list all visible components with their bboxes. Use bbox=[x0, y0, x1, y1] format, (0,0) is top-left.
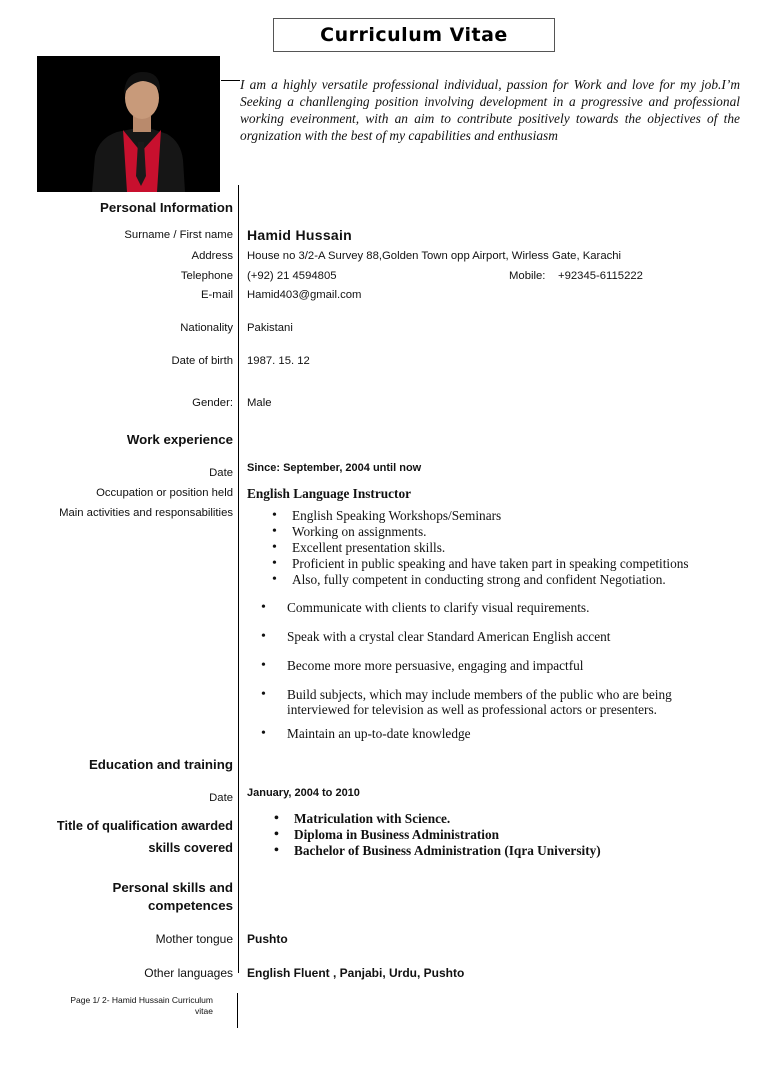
more-activities-list bbox=[261, 600, 716, 741]
education-date-label: Date bbox=[209, 792, 233, 804]
list-item: • Working on assignments. bbox=[270, 524, 740, 540]
dob-value: 1987. 15. 12 bbox=[247, 355, 310, 367]
list-item: • Become more more persuasive, engaging and impactful bbox=[261, 658, 716, 673]
email-value: Hamid403@gmail.com bbox=[247, 289, 362, 301]
document-title: Curriculum Vitae bbox=[273, 18, 555, 52]
list-item: • Communicate with clients to clarify visual requirements. bbox=[261, 600, 716, 615]
mobile-value: +92345-6115222 bbox=[558, 270, 643, 282]
list-item: • Build subjects, which may include members of the public who are being interviewed for television as well as professional actors or presenters. bbox=[261, 687, 716, 717]
mobile-label: Mobile: bbox=[509, 270, 546, 282]
footer-divider bbox=[237, 993, 238, 1028]
personal-skills-heading-line1: Personal skills and bbox=[112, 880, 233, 895]
page-footer bbox=[60, 995, 213, 1017]
list-item: • Proficient in public speaking and have taken part in speaking competitions bbox=[270, 556, 740, 572]
personal-skills-heading-line2: competences bbox=[148, 898, 233, 913]
qualification-label: Title of qualification awarded bbox=[56, 818, 233, 833]
list-item: • Matriculation with Science. bbox=[272, 811, 732, 827]
email-label: E-mail bbox=[200, 289, 233, 301]
qualifications-list bbox=[272, 811, 732, 859]
list-item: • Excellent presentation skills. bbox=[270, 540, 740, 556]
gender-label: Gender: bbox=[192, 397, 233, 409]
section-work-experience: Work experience bbox=[126, 432, 233, 447]
intro-leader-line bbox=[221, 80, 240, 81]
occupation-value: English Language Instructor bbox=[247, 486, 412, 501]
other-languages-value: English Fluent , Panjabi, Urdu, Pushto bbox=[247, 966, 465, 980]
address-value: House no 3/2-A Survey 88,Golden Town opp Airport, Wirless Gate, Karachi bbox=[247, 250, 622, 262]
nationality-value: Pakistani bbox=[247, 322, 293, 334]
education-date-value: January, 2004 to 2010 bbox=[247, 787, 360, 799]
footer-line1: Page 1/ 2- Hamid Hussain Curriculum bbox=[70, 995, 213, 1005]
dob-label: Date of birth bbox=[171, 355, 233, 367]
name-label: Surname / First name bbox=[124, 229, 233, 241]
occupation-label: Occupation or position held bbox=[96, 487, 233, 499]
work-date-label: Date bbox=[209, 467, 233, 479]
other-languages-label: Other languages bbox=[144, 966, 233, 980]
list-item: • English Speaking Workshops/Seminars bbox=[270, 508, 740, 524]
profile-photo bbox=[37, 56, 220, 192]
footer-line2: vitae bbox=[195, 1006, 213, 1016]
section-personal-information: Personal Information bbox=[100, 200, 233, 215]
section-personal-skills bbox=[113, 879, 233, 915]
skills-covered-label: skills covered bbox=[148, 840, 233, 855]
list-item: • Also, fully competent in conducting strong and confident Negotiation. bbox=[270, 572, 740, 588]
mother-tongue-value: Pushto bbox=[247, 932, 288, 946]
activities-list bbox=[270, 508, 740, 588]
intro-paragraph: I am a highly versatile professional individual, passion for Work and love for my job.I’m Seeking a chanllenging position involving development in a progressive and professional working eveironment, with an aim to contribute positively towards the objectives of the orgnization with the best of my capabilities and enthusiasm bbox=[240, 77, 740, 143]
activities-label: Main activities and responsabilities bbox=[59, 507, 233, 519]
list-item: • Speak with a crystal clear Standard American English accent bbox=[261, 629, 716, 644]
list-item: • Bachelor of Business Administration (Iqra University) bbox=[272, 843, 732, 859]
gender-value: Male bbox=[247, 397, 272, 409]
column-divider bbox=[238, 185, 239, 973]
nationality-label: Nationality bbox=[180, 322, 233, 334]
address-label: Address bbox=[191, 250, 233, 262]
list-item: • Diploma in Business Administration bbox=[272, 827, 732, 843]
telephone-value: (+92) 21 4594805 bbox=[247, 270, 337, 282]
section-education-training: Education and training bbox=[88, 757, 233, 772]
mother-tongue-label: Mother tongue bbox=[155, 932, 233, 946]
list-item: • Maintain an up-to-date knowledge bbox=[261, 726, 716, 741]
telephone-label: Telephone bbox=[180, 270, 233, 282]
full-name: Hamid Hussain bbox=[247, 227, 353, 243]
work-date-value: Since: September, 2004 until now bbox=[247, 462, 422, 474]
